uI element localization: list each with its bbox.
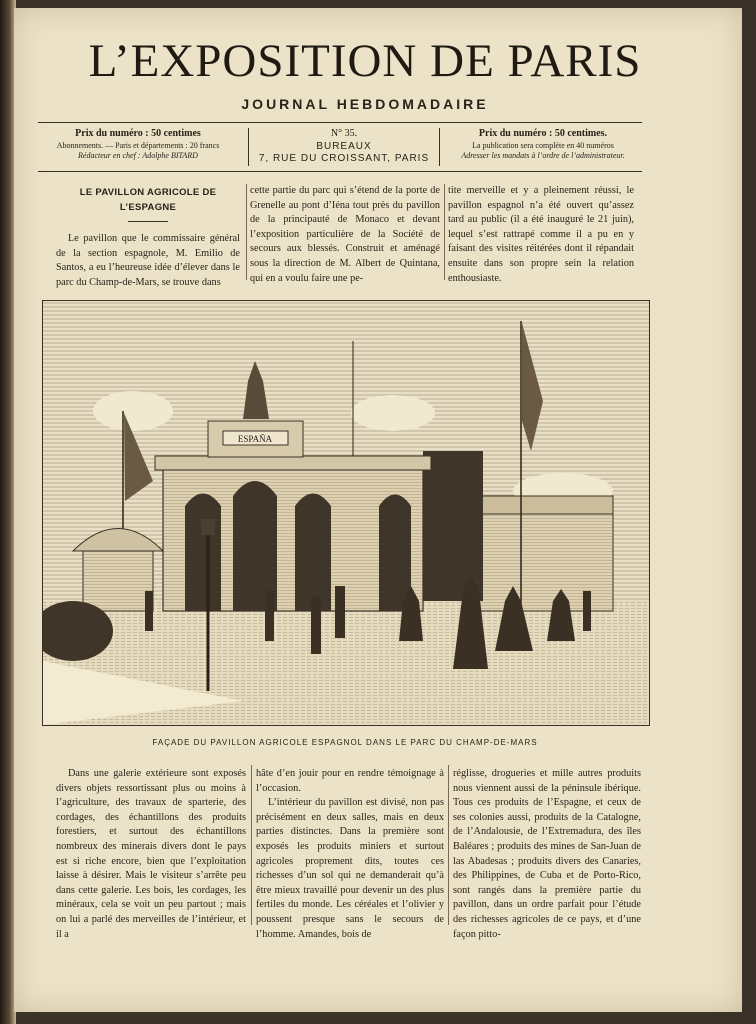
article-heading: LE PAVILLON AGRICOLE DE L’ESPAGNE	[79, 187, 217, 213]
issue-number: N° 35.	[330, 128, 358, 139]
top-col2-text: cette partie du parc qui s’étend de la porte de Grenelle au pont d’Iéna tout près du pavillon de la principauté de Monaco et devant l’exposition particulière de la Société de secours aux blessés. Construit et aménagé sous la direction de M. Albert de Quintana, qui en a voulu faire une pe-	[250, 185, 440, 284]
bottom-col2-text-b: L’intérieur du pavillon est divisé, non pas précisément en deux salles, mais en deux parties distinctes. Dans la première sont exposés les produits miniers et surtout agricoles proprement dits, toutes ces richesses d’un sol qui ne demanderait qu’à être mieux travaillé pour devenir un des plus fertiles du monde. Les céréales et l’olivier y poussent presque sans le secours de l’homme. Amandes, bois de	[256, 797, 444, 940]
bureaux-address: 7, RUE DU CROISSANT, PARIS	[258, 153, 430, 164]
column-rule	[448, 765, 449, 925]
figure	[335, 586, 345, 638]
editor-info: Rédacteur en chef : Adolphe BITARD	[78, 150, 198, 160]
bottom-column-2	[256, 767, 444, 942]
publication-info: La publication sera complète en 40 numéros	[472, 140, 614, 150]
pavilion-engraving	[42, 300, 650, 726]
column-rule	[246, 184, 247, 280]
arch-left	[185, 494, 221, 612]
info-right	[444, 128, 642, 161]
figure	[311, 596, 321, 654]
illustration-caption: FAÇADE DU PAVILLON AGRICOLE ESPAGNOL DANS LE PARC DU CHAMP-DE-MARS	[152, 738, 538, 747]
figure	[583, 591, 591, 631]
cloud	[93, 391, 173, 431]
figure	[145, 591, 153, 631]
side-wall-shadow	[423, 451, 483, 601]
price-left: Prix du numéro : 50 centimes	[75, 128, 201, 139]
info-center	[248, 128, 440, 166]
top-column-1	[56, 186, 240, 291]
bottom-col2-text-a: hâte d’en jouir pour en rendre témoignage à l’occasion.	[256, 768, 444, 794]
column-rule	[251, 765, 252, 925]
bottom-column-1	[56, 767, 246, 942]
mandates-info: Adresser les mandats à l’ordre de l’administrateur.	[461, 150, 625, 160]
column-rule	[444, 184, 445, 280]
bottom-column-3	[453, 767, 641, 942]
gallery-awning	[473, 496, 613, 514]
espana-sign: ESPAÑA	[237, 434, 273, 444]
cornice	[155, 456, 431, 470]
engraving-svg	[43, 301, 649, 725]
bureaux-label: BUREAUX	[316, 140, 372, 152]
arch-right	[295, 494, 331, 612]
lamp	[201, 519, 215, 535]
masthead-title: L’EXPOSITION DE PARIS	[88, 35, 642, 87]
arch-side	[379, 495, 411, 612]
bottom-col3-text: réglisse, drogueries et mille autres produits nous viennent aussi de la péninsule ibérique. Tous ces produits de l’Espagne, et ceux de ses colonies aussi, produits de la Catalogne, de l’Andalousie, de l’Extremadura, des îles Baléares ; produits des mines de San-Juan de las Abadesas ; produits divers des Canaries, des Philippines, de Cuba et de Porto-Rico, sont rangés dans la première partie du pavillon, dans un ordre parfait pour l’étude des richesses agricoles de ce pays, et d’une façon pitto-	[453, 768, 641, 940]
top-col3-text: tite merveille et y a pleinement réussi, le pavillon espagnol n’a été ouvert qu’assez tard au public (il a été inauguré le 21 juin), lequel s’est rattrapé comme il a pu en y faisant des visites réitérées dont il répandait ensuite dans son propre sein la relation enthousiaste.	[448, 185, 634, 284]
info-left	[38, 128, 238, 161]
price-right: Prix du numéro : 50 centimes.	[478, 128, 608, 139]
kiosk	[83, 551, 153, 611]
cloud	[351, 395, 435, 431]
heading-divider	[128, 221, 168, 222]
top-col1-text: Le pavillon que le commissaire général de la section espagnole, M. Emilio de Santos, a eu l’heureuse idée d’élever dans le parc du Champ-de-Mars, se trouve dans	[56, 233, 240, 288]
masthead-subtitle: JOURNAL HEBDOMADAIRE	[241, 96, 489, 112]
top-column-2	[250, 184, 440, 286]
bottom-col1-text: Dans une galerie extérieure sont exposés divers objets ressortissant plus ou moins à l’agriculture, des travaux de sparterie, des cordages, des échantillons des produits forestiers, et surtout des échantillons nombreux des minerais divers dont le pays est si riche encore, bien que l’exploitation laisse à désirer. Mais le visiteur s’arrête peu dans cette galerie. Les bois, les cordages, les minéraux, cela se voit un peu partout ; mais on lui a parlé des merveilles de l’intérieur, et il a	[56, 768, 246, 940]
top-column-3	[448, 184, 634, 286]
side-gallery	[473, 501, 613, 611]
figure	[265, 591, 274, 641]
subscription-info: Abonnements. — Paris et départements : 20 francs	[56, 140, 220, 150]
info-bar	[38, 122, 642, 172]
